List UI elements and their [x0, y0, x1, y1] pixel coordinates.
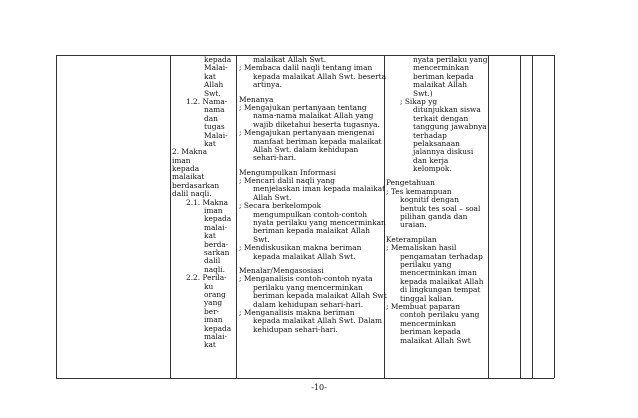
- assessment-line: jalannya diskusi: [413, 147, 474, 157]
- material-line: iman: [204, 206, 223, 216]
- activity-line: nyata perilaku yang mencerminkan: [253, 218, 386, 228]
- material-line: kepada: [204, 323, 232, 333]
- material-line: kepada: [204, 214, 232, 224]
- assessment-line: ; Sikap yg: [400, 96, 438, 106]
- material-line: orang: [204, 289, 226, 299]
- column-divider: [170, 55, 171, 378]
- assessment-line: mencerminkan iman: [400, 268, 477, 278]
- activity-line: beriman kepada malaikat Allah Swt: [253, 291, 387, 301]
- material-line: yang: [204, 298, 223, 308]
- column-divider: [56, 55, 57, 378]
- assessment-line: kepada malaikat Allah: [400, 276, 484, 286]
- assessment-line: uraian.: [400, 220, 427, 230]
- assessment-line: ; Memaliskan hasil: [386, 243, 457, 253]
- material-line: berda-: [204, 239, 229, 249]
- material-line: kat: [204, 340, 216, 350]
- assessment-line: terkait dengan: [413, 113, 469, 123]
- material-subheading: 2.2. Perila-: [186, 273, 227, 283]
- material-column: [172, 56, 234, 350]
- activity-line: kehidupan sehari-hari.: [253, 324, 338, 334]
- assessment-line: beriman kepada: [413, 71, 474, 81]
- activity-line: malaikat Allah Swt.: [253, 55, 327, 64]
- material-line: Malai-: [204, 130, 228, 140]
- assessment-line: tanggung jawabnya: [413, 122, 487, 132]
- activity-line: Swt.: [253, 234, 270, 244]
- material-line: malai-: [204, 331, 228, 341]
- activity-line: dalam kehidupan sehari-hari.: [253, 299, 364, 309]
- material-subheading: 1.2. Nama-: [186, 96, 228, 106]
- assessment-line: nyata perilaku yang: [413, 55, 488, 64]
- assessment-line: perilaku yang: [400, 259, 452, 269]
- material-line: dan: [204, 113, 218, 123]
- activity-line: manfaat beriman kepada malaikat: [253, 136, 382, 146]
- assessment-line: ; Tes kemampuan: [386, 186, 452, 196]
- assessment-heading: Pengetahuan: [386, 178, 435, 188]
- column-divider: [554, 55, 555, 378]
- activity-line: nama-nama malaikat Allah yang: [253, 111, 374, 121]
- material-line: sarkan: [204, 247, 230, 257]
- assessment-line: beriman kepada: [400, 327, 461, 337]
- material-line: malaikat: [172, 172, 205, 182]
- activity-line: ; Mencari dalil naqli yang: [239, 176, 335, 186]
- activity-heading: Menalar/Mengasosiasi: [239, 265, 324, 275]
- assessment-line: pilihan ganda dan: [400, 212, 468, 222]
- assessment-line: terhadap: [413, 130, 447, 140]
- material-line: kat: [204, 231, 216, 241]
- activity-line: ; Membaca dalil naqli tentang iman: [239, 63, 373, 73]
- activity-line: ; Menganalisis makna beriman: [239, 307, 355, 317]
- material-line: nama: [204, 105, 225, 115]
- activity-line: sehari-hari.: [253, 153, 297, 163]
- material-line: iman: [172, 155, 191, 165]
- material-line: kepada: [204, 55, 232, 64]
- material-line: dalil naqli.: [172, 189, 212, 199]
- table-bottom-border: [56, 378, 554, 379]
- material-line: ku: [204, 281, 214, 291]
- activity-line: artinya.: [253, 80, 282, 90]
- material-line: dalil: [204, 256, 221, 266]
- activity-line: ; Menganalisis contoh-contoh nyata: [239, 274, 373, 284]
- activities-column: [239, 55, 387, 334]
- assessment-line: kognitif dengan: [400, 195, 459, 205]
- activity-line: perilaku yang mencerminkan: [253, 282, 363, 292]
- assessment-line: ; Membuat paparan: [386, 301, 460, 311]
- assessment-heading: Keterampilan: [386, 234, 437, 244]
- material-line: malai-: [204, 222, 228, 232]
- assessment-line: tinggal kalian.: [400, 293, 454, 303]
- material-line: berdasarkan: [172, 180, 220, 190]
- assessment-column: [386, 56, 486, 345]
- activity-line: Allah Swt. dalam kehidupan: [253, 144, 359, 154]
- activity-line: Allah Swt.: [253, 192, 292, 202]
- activity-line: ; Mengajukan pertanyaan tentang: [239, 102, 367, 112]
- assessment-line: malaikat Allah: [413, 80, 467, 90]
- assessment-line: contoh perilaku yang: [400, 310, 480, 320]
- material-line: kat: [204, 138, 216, 148]
- material-line: tugas: [204, 122, 225, 132]
- material-line: kepada: [172, 164, 200, 174]
- column-divider: [520, 55, 521, 378]
- activity-line: kepada malaikat Allah Swt. beserta: [253, 71, 387, 81]
- activity-line: kepada malaikat Allah Swt.: [253, 251, 356, 261]
- assessment-line: kelompok.: [413, 164, 452, 174]
- column-divider: [236, 55, 237, 378]
- assessment-line: di lingkungan tempat: [400, 285, 481, 295]
- column-divider: [532, 55, 533, 378]
- assessment-line: mencerminkan: [400, 318, 456, 328]
- assessment-line: bentuk tes soal – soal: [400, 203, 481, 213]
- activity-line: beriman kepada malaikat Allah: [253, 226, 370, 236]
- material-line: ber-: [204, 306, 220, 316]
- activity-heading: Mengumpulkan Informasi: [239, 167, 337, 177]
- column-divider: [488, 55, 489, 378]
- activity-line: ; Secara berkelompok: [239, 201, 322, 211]
- assessment-line: Swt.): [413, 88, 433, 98]
- material-line: Allah: [204, 80, 224, 90]
- material-subheading: 2.1. Makna: [186, 197, 229, 207]
- assessment-line: dan kerja: [413, 155, 449, 165]
- material-line: kat: [204, 71, 216, 81]
- assessment-line: ditunjukkan siswa: [413, 105, 481, 115]
- column-divider: [384, 55, 385, 378]
- activity-line: ; Mengajukan pertanyaan mengenai: [239, 128, 375, 138]
- material-heading: 2. Makna: [172, 147, 208, 157]
- page-number: -10-: [311, 383, 327, 392]
- activity-line: menjelaskan iman kepada malaikat: [253, 184, 386, 194]
- material-line: naqli.: [204, 264, 225, 274]
- material-line: iman: [204, 315, 223, 325]
- activity-line: ; Mendiskusikan makna beriman: [239, 243, 362, 253]
- assessment-line: malaikat Allah Swt: [400, 335, 471, 345]
- activity-line: wajib diketahui beserta tugasnya.: [253, 119, 380, 129]
- activity-heading: Menanya: [239, 94, 274, 104]
- assessment-line: pengamatan terhadap: [400, 251, 483, 261]
- activity-line: kepada malaikat Allah Swt. Dalam: [253, 316, 382, 326]
- assessment-line: mencerminkan: [413, 63, 469, 73]
- material-line: Malai-: [204, 63, 228, 73]
- assessment-line: pelaksanaan: [413, 138, 460, 148]
- material-line: Swt.: [204, 88, 221, 98]
- activity-line: mengumpulkan contoh-contoh: [253, 209, 368, 219]
